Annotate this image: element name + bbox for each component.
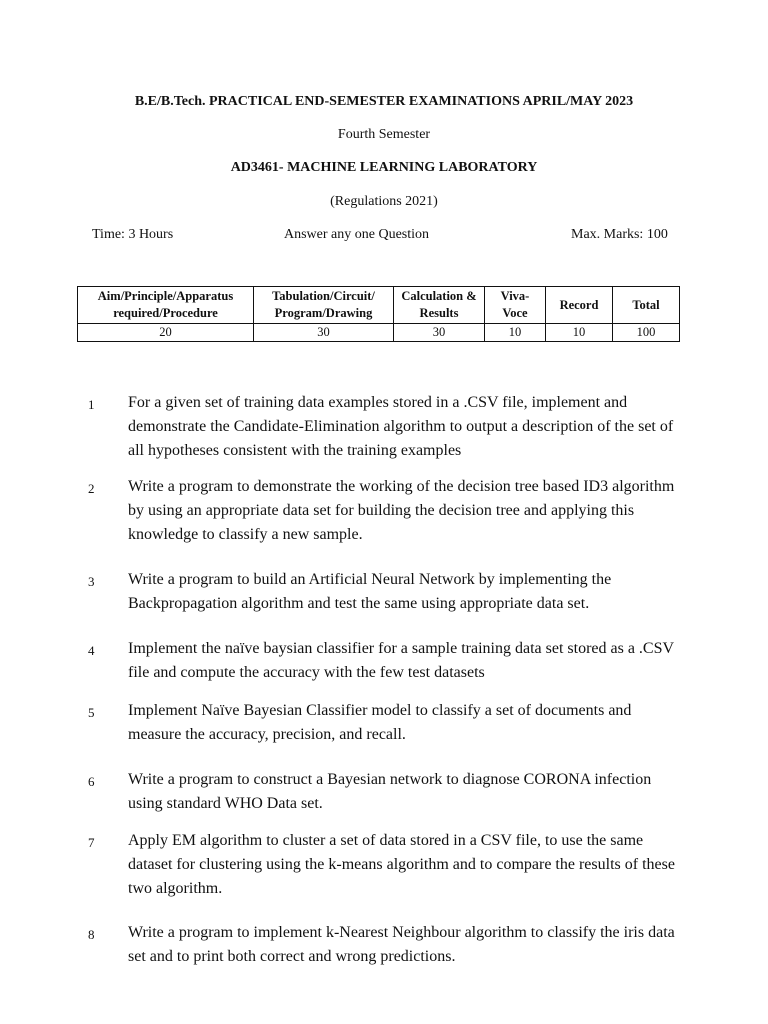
time-label: Time: 3 Hours bbox=[92, 227, 174, 242]
marks-value-record: 10 bbox=[546, 324, 613, 342]
question-number: 7 bbox=[88, 835, 95, 850]
marks-value-total: 100 bbox=[613, 324, 680, 342]
question-text: Write a program to build an Artificial Neural Network by implementing the Backpropagation algorithm and test the same using appropriate data set. bbox=[128, 571, 612, 612]
marks-table bbox=[77, 286, 680, 342]
marks-value-viva: 10 bbox=[485, 324, 546, 342]
marks-table-header-row bbox=[78, 287, 680, 324]
max-marks-label: Max. Marks: 100 bbox=[571, 227, 668, 242]
question-number: 5 bbox=[88, 705, 95, 720]
question-number: 1 bbox=[88, 397, 95, 412]
question-text: Write a program to construct a Bayesian network to diagnose CORONA infection using standard WHO Data set. bbox=[128, 771, 652, 812]
semester-label: Fourth Semester bbox=[337, 127, 431, 142]
marks-value-calculation: 30 bbox=[394, 324, 485, 342]
marks-value-tabulation: 30 bbox=[254, 324, 394, 342]
marks-table-values-row bbox=[78, 324, 680, 342]
question-text: For a given set of training data examples stored in a .CSV file, implement and demonstrate the Candidate-Elimination algorithm to output a description of the set of all hypotheses consistent with the training examples bbox=[128, 394, 674, 459]
marks-header-calculation: Calculation & Results bbox=[394, 287, 485, 324]
question-text: Apply EM algorithm to cluster a set of data stored in a CSV file, to use the same dataset for clustering using the k-means algorithm and to compare the results of these two algorithm. bbox=[128, 832, 675, 897]
question-text: Write a program to demonstrate the working of the decision tree based ID3 algorithm by using an appropriate data set for building the decision tree and applying this knowledge to classify a new sample. bbox=[128, 478, 675, 543]
question-number: 4 bbox=[88, 643, 95, 658]
question-text: Implement Naïve Bayesian Classifier model to classify a set of documents and measure the accuracy, precision, and recall. bbox=[128, 702, 632, 743]
question-number: 3 bbox=[88, 574, 95, 589]
marks-value-aim: 20 bbox=[78, 324, 254, 342]
marks-header-tabulation: Tabulation/Circuit/ Program/Drawing bbox=[254, 287, 394, 324]
question-number: 2 bbox=[88, 481, 95, 496]
marks-header-viva: Viva- Voce bbox=[485, 287, 546, 324]
instruction-label: Answer any one Question bbox=[284, 227, 430, 242]
question-text: Implement the naïve baysian classifier for a sample training data set stored as a .CSV file and compute the accuracy with the few test datasets bbox=[128, 640, 674, 681]
marks-header-aim: Aim/Principle/Apparatus required/Procedure bbox=[78, 287, 254, 324]
marks-header-record: Record bbox=[546, 287, 613, 324]
course-title: AD3461- MACHINE LEARNING LABORATORY bbox=[230, 160, 538, 175]
marks-header-total: Total bbox=[613, 287, 680, 324]
exam-title: B.E/B.Tech. PRACTICAL END-SEMESTER EXAMINATIONS APRIL/MAY 2023 bbox=[134, 94, 634, 109]
regulations-label: (Regulations 2021) bbox=[330, 194, 438, 209]
question-text: Write a program to implement k-Nearest Neighbour algorithm to classify the iris data set and to print both correct and wrong predictions. bbox=[128, 924, 675, 965]
question-number: 6 bbox=[88, 774, 95, 789]
question-number: 8 bbox=[88, 927, 95, 942]
